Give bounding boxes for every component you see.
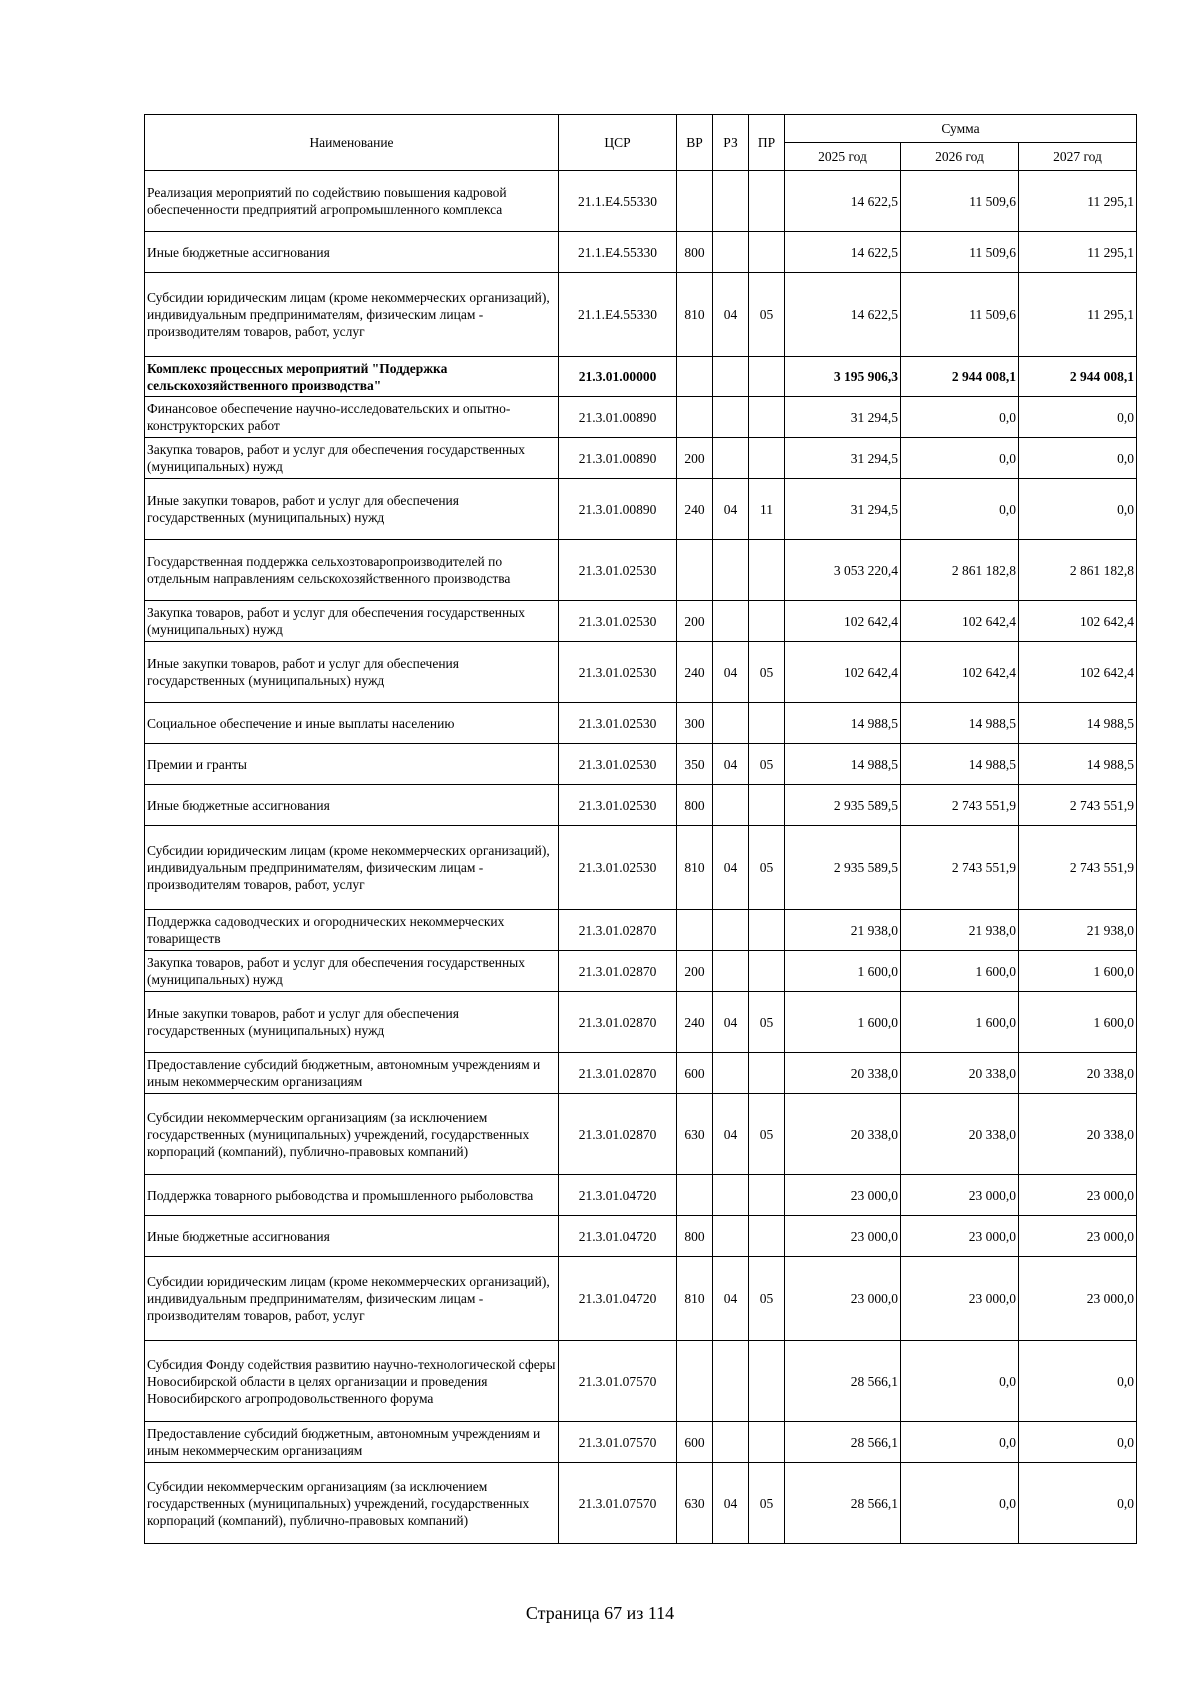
cell-name: Комплекс процессных мероприятий "Поддержка сельскохозяйственного производства" <box>145 357 559 397</box>
cell-year-2025: 102 642,4 <box>785 601 901 642</box>
cell-pr <box>749 785 785 826</box>
cell-rz <box>713 1422 749 1463</box>
cell-rz <box>713 232 749 273</box>
cell-rz: 04 <box>713 992 749 1053</box>
cell-year-2025: 14 988,5 <box>785 744 901 785</box>
table-row <box>145 744 1137 785</box>
cell-vr <box>677 1341 713 1422</box>
cell-year-2026: 11 509,6 <box>901 171 1019 232</box>
cell-year-2025: 28 566,1 <box>785 1422 901 1463</box>
header-rz: РЗ <box>713 115 749 171</box>
cell-rz: 04 <box>713 479 749 540</box>
table-row <box>145 357 1137 397</box>
cell-pr <box>749 540 785 601</box>
table-row <box>145 1094 1137 1175</box>
cell-csr: 21.3.01.04720 <box>559 1175 677 1216</box>
cell-vr: 200 <box>677 951 713 992</box>
table-row <box>145 397 1137 438</box>
cell-year-2026: 2 861 182,8 <box>901 540 1019 601</box>
cell-vr <box>677 910 713 951</box>
cell-rz <box>713 540 749 601</box>
cell-name: Реализация мероприятий по содействию повышения кадровой обеспеченности предприятий агропромышленного комплекса <box>145 171 559 232</box>
cell-vr: 800 <box>677 1216 713 1257</box>
cell-rz <box>713 910 749 951</box>
table-row <box>145 1257 1137 1341</box>
cell-csr: 21.3.01.02870 <box>559 910 677 951</box>
cell-csr: 21.1.Е4.55330 <box>559 171 677 232</box>
cell-pr <box>749 1216 785 1257</box>
cell-rz: 04 <box>713 1094 749 1175</box>
cell-year-2027: 0,0 <box>1019 438 1137 479</box>
cell-pr: 05 <box>749 826 785 910</box>
cell-rz <box>713 951 749 992</box>
cell-year-2027: 2 743 551,9 <box>1019 826 1137 910</box>
cell-year-2027: 21 938,0 <box>1019 910 1137 951</box>
header-pr: ПР <box>749 115 785 171</box>
cell-name: Поддержка товарного рыбоводства и промышленного рыболовства <box>145 1175 559 1216</box>
cell-year-2025: 2 935 589,5 <box>785 826 901 910</box>
cell-csr: 21.3.01.02530 <box>559 703 677 744</box>
cell-csr: 21.3.01.02530 <box>559 744 677 785</box>
cell-year-2026: 20 338,0 <box>901 1053 1019 1094</box>
cell-pr: 05 <box>749 642 785 703</box>
cell-year-2025: 2 935 589,5 <box>785 785 901 826</box>
cell-year-2027: 2 944 008,1 <box>1019 357 1137 397</box>
cell-year-2027: 102 642,4 <box>1019 642 1137 703</box>
table-row <box>145 785 1137 826</box>
cell-csr: 21.3.01.02870 <box>559 1053 677 1094</box>
cell-name: Субсидии юридическим лицам (кроме некоммерческих организаций), индивидуальным предпринимателям, физическим лицам - производителям товаров, работ, услуг <box>145 1257 559 1341</box>
cell-vr: 800 <box>677 232 713 273</box>
table-row <box>145 703 1137 744</box>
cell-rz <box>713 1175 749 1216</box>
cell-year-2025: 23 000,0 <box>785 1257 901 1341</box>
cell-name: Предоставление субсидий бюджетным, автономным учреждениям и иным некоммерческим организациям <box>145 1053 559 1094</box>
cell-year-2025: 31 294,5 <box>785 479 901 540</box>
cell-vr: 600 <box>677 1422 713 1463</box>
cell-year-2026: 1 600,0 <box>901 992 1019 1053</box>
cell-year-2027: 0,0 <box>1019 397 1137 438</box>
cell-name: Государственная поддержка сельхозтоваропроизводителей по отдельным направлениям сельскохозяйственного производства <box>145 540 559 601</box>
cell-rz: 04 <box>713 1257 749 1341</box>
cell-vr <box>677 357 713 397</box>
cell-rz <box>713 601 749 642</box>
cell-year-2025: 14 622,5 <box>785 232 901 273</box>
cell-year-2027: 11 295,1 <box>1019 232 1137 273</box>
cell-year-2026: 0,0 <box>901 1463 1019 1544</box>
cell-year-2025: 21 938,0 <box>785 910 901 951</box>
cell-name: Субсидии некоммерческим организациям (за исключением государственных (муниципальных) учреждений, государственных корпораций (компаний), публично-правовых компаний) <box>145 1463 559 1544</box>
budget-table <box>144 114 1137 1544</box>
cell-year-2027: 14 988,5 <box>1019 703 1137 744</box>
table-row <box>145 1053 1137 1094</box>
cell-year-2027: 1 600,0 <box>1019 951 1137 992</box>
cell-year-2027: 11 295,1 <box>1019 171 1137 232</box>
table-row <box>145 992 1137 1053</box>
table-row <box>145 232 1137 273</box>
cell-name: Премии и гранты <box>145 744 559 785</box>
cell-pr: 05 <box>749 1257 785 1341</box>
cell-pr <box>749 438 785 479</box>
cell-rz <box>713 785 749 826</box>
cell-year-2026: 0,0 <box>901 479 1019 540</box>
cell-vr: 240 <box>677 642 713 703</box>
cell-csr: 21.3.01.02870 <box>559 951 677 992</box>
cell-pr <box>749 1341 785 1422</box>
cell-year-2027: 14 988,5 <box>1019 744 1137 785</box>
cell-vr <box>677 540 713 601</box>
cell-vr: 240 <box>677 992 713 1053</box>
cell-year-2026: 23 000,0 <box>901 1257 1019 1341</box>
cell-csr: 21.3.01.07570 <box>559 1422 677 1463</box>
cell-pr: 05 <box>749 992 785 1053</box>
cell-vr: 810 <box>677 1257 713 1341</box>
cell-year-2027: 23 000,0 <box>1019 1257 1137 1341</box>
cell-rz: 04 <box>713 273 749 357</box>
cell-rz: 04 <box>713 826 749 910</box>
cell-year-2025: 31 294,5 <box>785 438 901 479</box>
cell-rz <box>713 1053 749 1094</box>
cell-pr <box>749 357 785 397</box>
cell-pr <box>749 1175 785 1216</box>
cell-pr <box>749 1053 785 1094</box>
cell-vr: 600 <box>677 1053 713 1094</box>
cell-year-2027: 23 000,0 <box>1019 1175 1137 1216</box>
cell-year-2026: 0,0 <box>901 397 1019 438</box>
cell-rz <box>713 357 749 397</box>
cell-name: Иные закупки товаров, работ и услуг для обеспечения государственных (муниципальных) нужд <box>145 642 559 703</box>
cell-pr <box>749 951 785 992</box>
cell-rz <box>713 1341 749 1422</box>
cell-pr: 05 <box>749 273 785 357</box>
cell-vr <box>677 171 713 232</box>
cell-year-2026: 23 000,0 <box>901 1216 1019 1257</box>
cell-year-2026: 102 642,4 <box>901 601 1019 642</box>
cell-year-2025: 3 195 906,3 <box>785 357 901 397</box>
cell-pr <box>749 171 785 232</box>
cell-name: Иные закупки товаров, работ и услуг для обеспечения государственных (муниципальных) нужд <box>145 992 559 1053</box>
cell-csr: 21.3.01.00890 <box>559 479 677 540</box>
cell-vr <box>677 1175 713 1216</box>
cell-year-2025: 102 642,4 <box>785 642 901 703</box>
cell-name: Поддержка садоводческих и огороднических некоммерческих товариществ <box>145 910 559 951</box>
cell-name: Закупка товаров, работ и услуг для обеспечения государственных (муниципальных) нужд <box>145 951 559 992</box>
cell-pr <box>749 397 785 438</box>
table-row <box>145 438 1137 479</box>
cell-year-2026: 0,0 <box>901 1341 1019 1422</box>
cell-pr: 05 <box>749 744 785 785</box>
cell-year-2027: 0,0 <box>1019 1341 1137 1422</box>
cell-year-2026: 1 600,0 <box>901 951 1019 992</box>
table-row <box>145 540 1137 601</box>
table-row <box>145 951 1137 992</box>
cell-csr: 21.3.01.00000 <box>559 357 677 397</box>
cell-csr: 21.3.01.02530 <box>559 785 677 826</box>
cell-year-2026: 11 509,6 <box>901 273 1019 357</box>
cell-csr: 21.3.01.00890 <box>559 397 677 438</box>
cell-year-2025: 1 600,0 <box>785 951 901 992</box>
cell-csr: 21.3.01.02870 <box>559 992 677 1053</box>
cell-name: Субсидии юридическим лицам (кроме некоммерческих организаций), индивидуальным предпринимателям, физическим лицам - производителям товаров, работ, услуг <box>145 826 559 910</box>
cell-name: Социальное обеспечение и иные выплаты населению <box>145 703 559 744</box>
cell-year-2025: 23 000,0 <box>785 1216 901 1257</box>
cell-name: Субсидии юридическим лицам (кроме некоммерческих организаций), индивидуальным предпринимателям, физическим лицам - производителям товаров, работ, услуг <box>145 273 559 357</box>
cell-year-2027: 0,0 <box>1019 479 1137 540</box>
cell-year-2025: 20 338,0 <box>785 1053 901 1094</box>
table-row <box>145 479 1137 540</box>
table-row <box>145 826 1137 910</box>
cell-year-2025: 1 600,0 <box>785 992 901 1053</box>
cell-year-2026: 0,0 <box>901 1422 1019 1463</box>
cell-year-2027: 102 642,4 <box>1019 601 1137 642</box>
page-number: Страница 67 из 114 <box>525 1603 675 1623</box>
cell-name: Закупка товаров, работ и услуг для обеспечения государственных (муниципальных) нужд <box>145 601 559 642</box>
cell-year-2027: 23 000,0 <box>1019 1216 1137 1257</box>
cell-name: Иные бюджетные ассигнования <box>145 232 559 273</box>
cell-vr: 350 <box>677 744 713 785</box>
cell-vr: 630 <box>677 1463 713 1544</box>
cell-name: Иные бюджетные ассигнования <box>145 1216 559 1257</box>
table-row <box>145 910 1137 951</box>
cell-year-2025: 14 622,5 <box>785 273 901 357</box>
cell-csr: 21.3.01.02530 <box>559 540 677 601</box>
table-row <box>145 273 1137 357</box>
cell-pr: 11 <box>749 479 785 540</box>
cell-csr: 21.3.01.07570 <box>559 1463 677 1544</box>
cell-year-2027: 20 338,0 <box>1019 1094 1137 1175</box>
cell-rz <box>713 397 749 438</box>
table-row <box>145 171 1137 232</box>
cell-rz: 04 <box>713 744 749 785</box>
cell-name: Иные закупки товаров, работ и услуг для обеспечения государственных (муниципальных) нужд <box>145 479 559 540</box>
cell-year-2026: 20 338,0 <box>901 1094 1019 1175</box>
cell-csr: 21.3.01.02530 <box>559 826 677 910</box>
cell-name: Субсидия Фонду содействия развитию научно-технологической сферы Новосибирской области в целях организации и проведения Новосибирского агропродовольственного форума <box>145 1341 559 1422</box>
cell-year-2027: 2 861 182,8 <box>1019 540 1137 601</box>
cell-csr: 21.1.Е4.55330 <box>559 232 677 273</box>
cell-name: Финансовое обеспечение научно-исследовательских и опытно-конструкторских работ <box>145 397 559 438</box>
cell-pr: 05 <box>749 1463 785 1544</box>
cell-rz <box>713 438 749 479</box>
table-body <box>145 171 1137 1544</box>
cell-name: Субсидии некоммерческим организациям (за исключением государственных (муниципальных) учреждений, государственных корпораций (компаний), публично-правовых компаний) <box>145 1094 559 1175</box>
cell-year-2026: 14 988,5 <box>901 703 1019 744</box>
cell-vr: 200 <box>677 438 713 479</box>
cell-rz: 04 <box>713 1463 749 1544</box>
cell-vr: 800 <box>677 785 713 826</box>
cell-pr <box>749 910 785 951</box>
table-row <box>145 1341 1137 1422</box>
cell-vr: 300 <box>677 703 713 744</box>
cell-year-2027: 0,0 <box>1019 1422 1137 1463</box>
cell-rz <box>713 171 749 232</box>
cell-csr: 21.3.01.02870 <box>559 1094 677 1175</box>
cell-csr: 21.3.01.07570 <box>559 1341 677 1422</box>
header-sum: Сумма <box>785 115 1137 143</box>
header-csr: ЦСР <box>559 115 677 171</box>
cell-name: Предоставление субсидий бюджетным, автономным учреждениям и иным некоммерческим организациям <box>145 1422 559 1463</box>
cell-year-2026: 2 944 008,1 <box>901 357 1019 397</box>
table-row <box>145 1216 1137 1257</box>
table-row <box>145 601 1137 642</box>
cell-year-2027: 20 338,0 <box>1019 1053 1137 1094</box>
cell-year-2025: 31 294,5 <box>785 397 901 438</box>
cell-vr: 240 <box>677 479 713 540</box>
table-row <box>145 1463 1137 1544</box>
cell-year-2026: 0,0 <box>901 438 1019 479</box>
cell-pr <box>749 601 785 642</box>
cell-pr <box>749 232 785 273</box>
header-year-2025: 2025 год <box>785 143 901 171</box>
cell-year-2026: 11 509,6 <box>901 232 1019 273</box>
cell-vr: 810 <box>677 826 713 910</box>
cell-name: Иные бюджетные ассигнования <box>145 785 559 826</box>
cell-pr <box>749 1422 785 1463</box>
cell-year-2026: 14 988,5 <box>901 744 1019 785</box>
cell-csr: 21.1.Е4.55330 <box>559 273 677 357</box>
cell-pr: 05 <box>749 1094 785 1175</box>
cell-csr: 21.3.01.02530 <box>559 601 677 642</box>
cell-year-2026: 2 743 551,9 <box>901 785 1019 826</box>
cell-rz: 04 <box>713 642 749 703</box>
cell-year-2027: 0,0 <box>1019 1463 1137 1544</box>
cell-year-2026: 102 642,4 <box>901 642 1019 703</box>
cell-year-2025: 14 622,5 <box>785 171 901 232</box>
cell-year-2026: 23 000,0 <box>901 1175 1019 1216</box>
cell-year-2025: 20 338,0 <box>785 1094 901 1175</box>
cell-year-2027: 11 295,1 <box>1019 273 1137 357</box>
cell-csr: 21.3.01.02530 <box>559 642 677 703</box>
cell-year-2025: 23 000,0 <box>785 1175 901 1216</box>
cell-year-2026: 21 938,0 <box>901 910 1019 951</box>
cell-year-2025: 3 053 220,4 <box>785 540 901 601</box>
cell-year-2027: 1 600,0 <box>1019 992 1137 1053</box>
cell-rz <box>713 1216 749 1257</box>
header-name: Наименование <box>145 115 559 171</box>
cell-vr <box>677 397 713 438</box>
cell-year-2026: 2 743 551,9 <box>901 826 1019 910</box>
cell-vr: 810 <box>677 273 713 357</box>
cell-year-2025: 28 566,1 <box>785 1341 901 1422</box>
table-row <box>145 642 1137 703</box>
cell-rz <box>713 703 749 744</box>
cell-year-2025: 14 988,5 <box>785 703 901 744</box>
header-year-2027: 2027 год <box>1019 143 1137 171</box>
cell-pr <box>749 703 785 744</box>
header-vr: ВР <box>677 115 713 171</box>
cell-csr: 21.3.01.04720 <box>559 1216 677 1257</box>
table-row <box>145 1422 1137 1463</box>
cell-year-2027: 2 743 551,9 <box>1019 785 1137 826</box>
cell-csr: 21.3.01.00890 <box>559 438 677 479</box>
header-year-2026: 2026 год <box>901 143 1019 171</box>
cell-name: Закупка товаров, работ и услуг для обеспечения государственных (муниципальных) нужд <box>145 438 559 479</box>
cell-year-2025: 28 566,1 <box>785 1463 901 1544</box>
cell-vr: 200 <box>677 601 713 642</box>
cell-csr: 21.3.01.04720 <box>559 1257 677 1341</box>
table-row <box>145 1175 1137 1216</box>
cell-vr: 630 <box>677 1094 713 1175</box>
